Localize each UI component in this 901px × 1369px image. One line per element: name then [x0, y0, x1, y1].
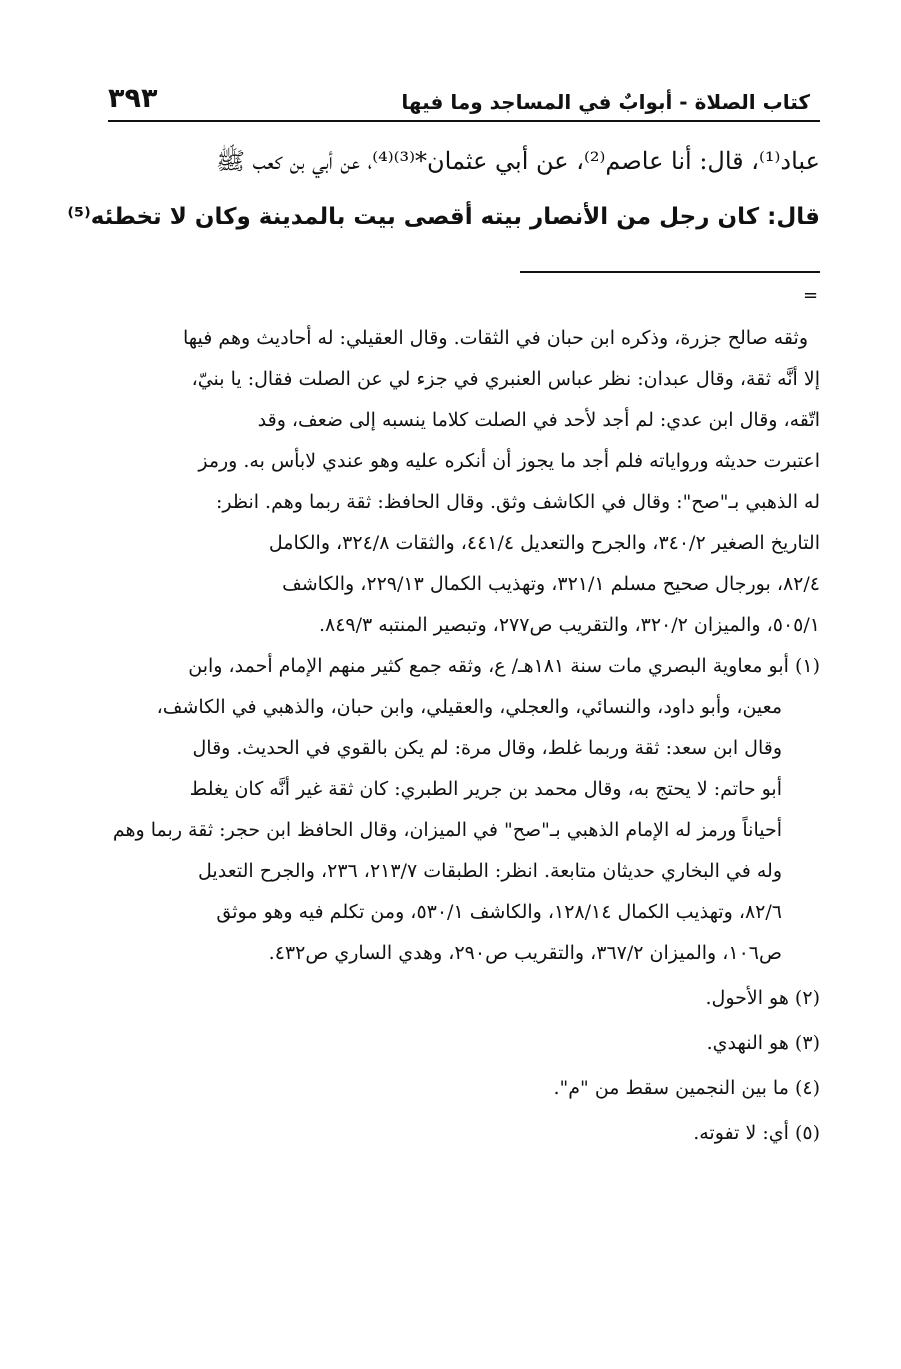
continuation-mark: = — [803, 285, 819, 306]
footnote-continued-line: إلا أنَّه ثقة، وقال عبدان: نظر عباس العنبري في جزء لي عن الصلت فقال: يا بنيّ، — [191, 368, 820, 390]
footnote-separator — [520, 271, 820, 273]
footnote-continued-line: له الذهبي بـ"صح": وقال في الكاشف وثق. وقال الحافظ: ثقة ربما وهم. انظر: — [215, 491, 820, 513]
footnote-continued-line: اتّقه، وقال ابن عدي: لم أجد لأحد في الصلت كلاما ينسبه إلى ضعف، وقد — [257, 409, 820, 431]
footnote-1-line: ٨٢/٦، وتهذيب الكمال ١٢٨/١٤، والكاشف ٥٣٠/١، ومن تكلم فيه وهو موثق — [216, 901, 782, 923]
footnote-1-line: ص١٠٦، والميزان ٣٦٧/٢، والتقريب ص٢٩٠، وهدي الساري ص٤٣٢. — [268, 942, 782, 964]
footnote-2: (٢) هو الأحول. — [705, 987, 820, 1009]
footnote-3: (٣) هو النهدي. — [706, 1032, 820, 1054]
footnote-continued-line: وثقه صالح جزرة، وذكره ابن حبان في الثقات. وقال العقيلي: له أحاديث وهم فيها — [182, 327, 808, 349]
main-text-line-hadith: قال: كان رجل من الأنصار بيته أقصى بيت بالمدينة وكان لا تخطئه⁽⁵⁾ — [67, 204, 820, 230]
footnote-continued-line: التاريخ الصغير ٣٤٠/٢، والجرح والتعديل ٤٤١/٤، والثقات ٣٢٤/٨، والكامل — [268, 532, 820, 554]
running-title: كتاب الصلاة - أبوابٌ في المساجد وما فيها — [401, 90, 810, 114]
main-text-line: عباد⁽¹⁾، قال: أنا عاصم⁽²⁾، عن أبي عثمان*⁽³⁾⁽⁴⁾، عن أبي بن كعب ﷺ — [216, 147, 820, 175]
page-number: ٣٩٣ — [108, 83, 158, 114]
footnote-continued-line: اعتبرت حديثه ورواياته فلم أجد ما يجوز أن أنكره عليه وهو عندي لابأس به. ورمز — [198, 450, 820, 472]
footnote-1-line: أحياناً ورمز له الإمام الذهبي بـ"صح" في الميزان، وقال الحافظ ابن حجر: ثقة ربما وهم — [112, 819, 782, 841]
footnote-5: (٥) أي: لا تفوته. — [693, 1122, 820, 1144]
footnote-continued-line: ٥٠٥/١، والميزان ٣٢٠/٢، والتقريب ص٢٧٧، وتبصير المنتبه ٨٤٩/٣. — [318, 614, 820, 636]
footnote-continued-line: ٨٢/٤، بورجال صحيح مسلم ٣٢١/١، وتهذيب الكمال ٢٢٩/١٣، والكاشف — [282, 573, 820, 595]
page-header — [108, 78, 820, 122]
footnote-1-line: معين، وأبو داود، والنسائي، والعجلي، والعقيلي، وابن حبان، والذهبي في الكاشف، — [156, 696, 782, 718]
footnote-1-line: وقال ابن سعد: ثقة وربما غلط، وقال مرة: لم يكن بالقوي في الحديث. وقال — [192, 737, 782, 759]
footnote-1-line: وله في البخاري حديثان متابعة. انظر: الطبقات ٢١٣/٧، ٢٣٦، والجرح التعديل — [198, 860, 782, 882]
footnotes — [108, 318, 820, 1154]
footnote-1-line: (١) أبو معاوية البصري مات سنة ١٨١هـ/ ع، وثقه جمع كثير منهم الإمام أحمد، وابن — [188, 655, 820, 677]
footnote-4: (٤) ما بين النجمين سقط من "م". — [553, 1077, 820, 1099]
footnote-1-line: أبو حاتم: لا يحتج به، وقال محمد بن جرير الطبري: كان ثقة غير أنَّه كان يغلط — [189, 778, 782, 800]
main-text — [67, 133, 820, 245]
